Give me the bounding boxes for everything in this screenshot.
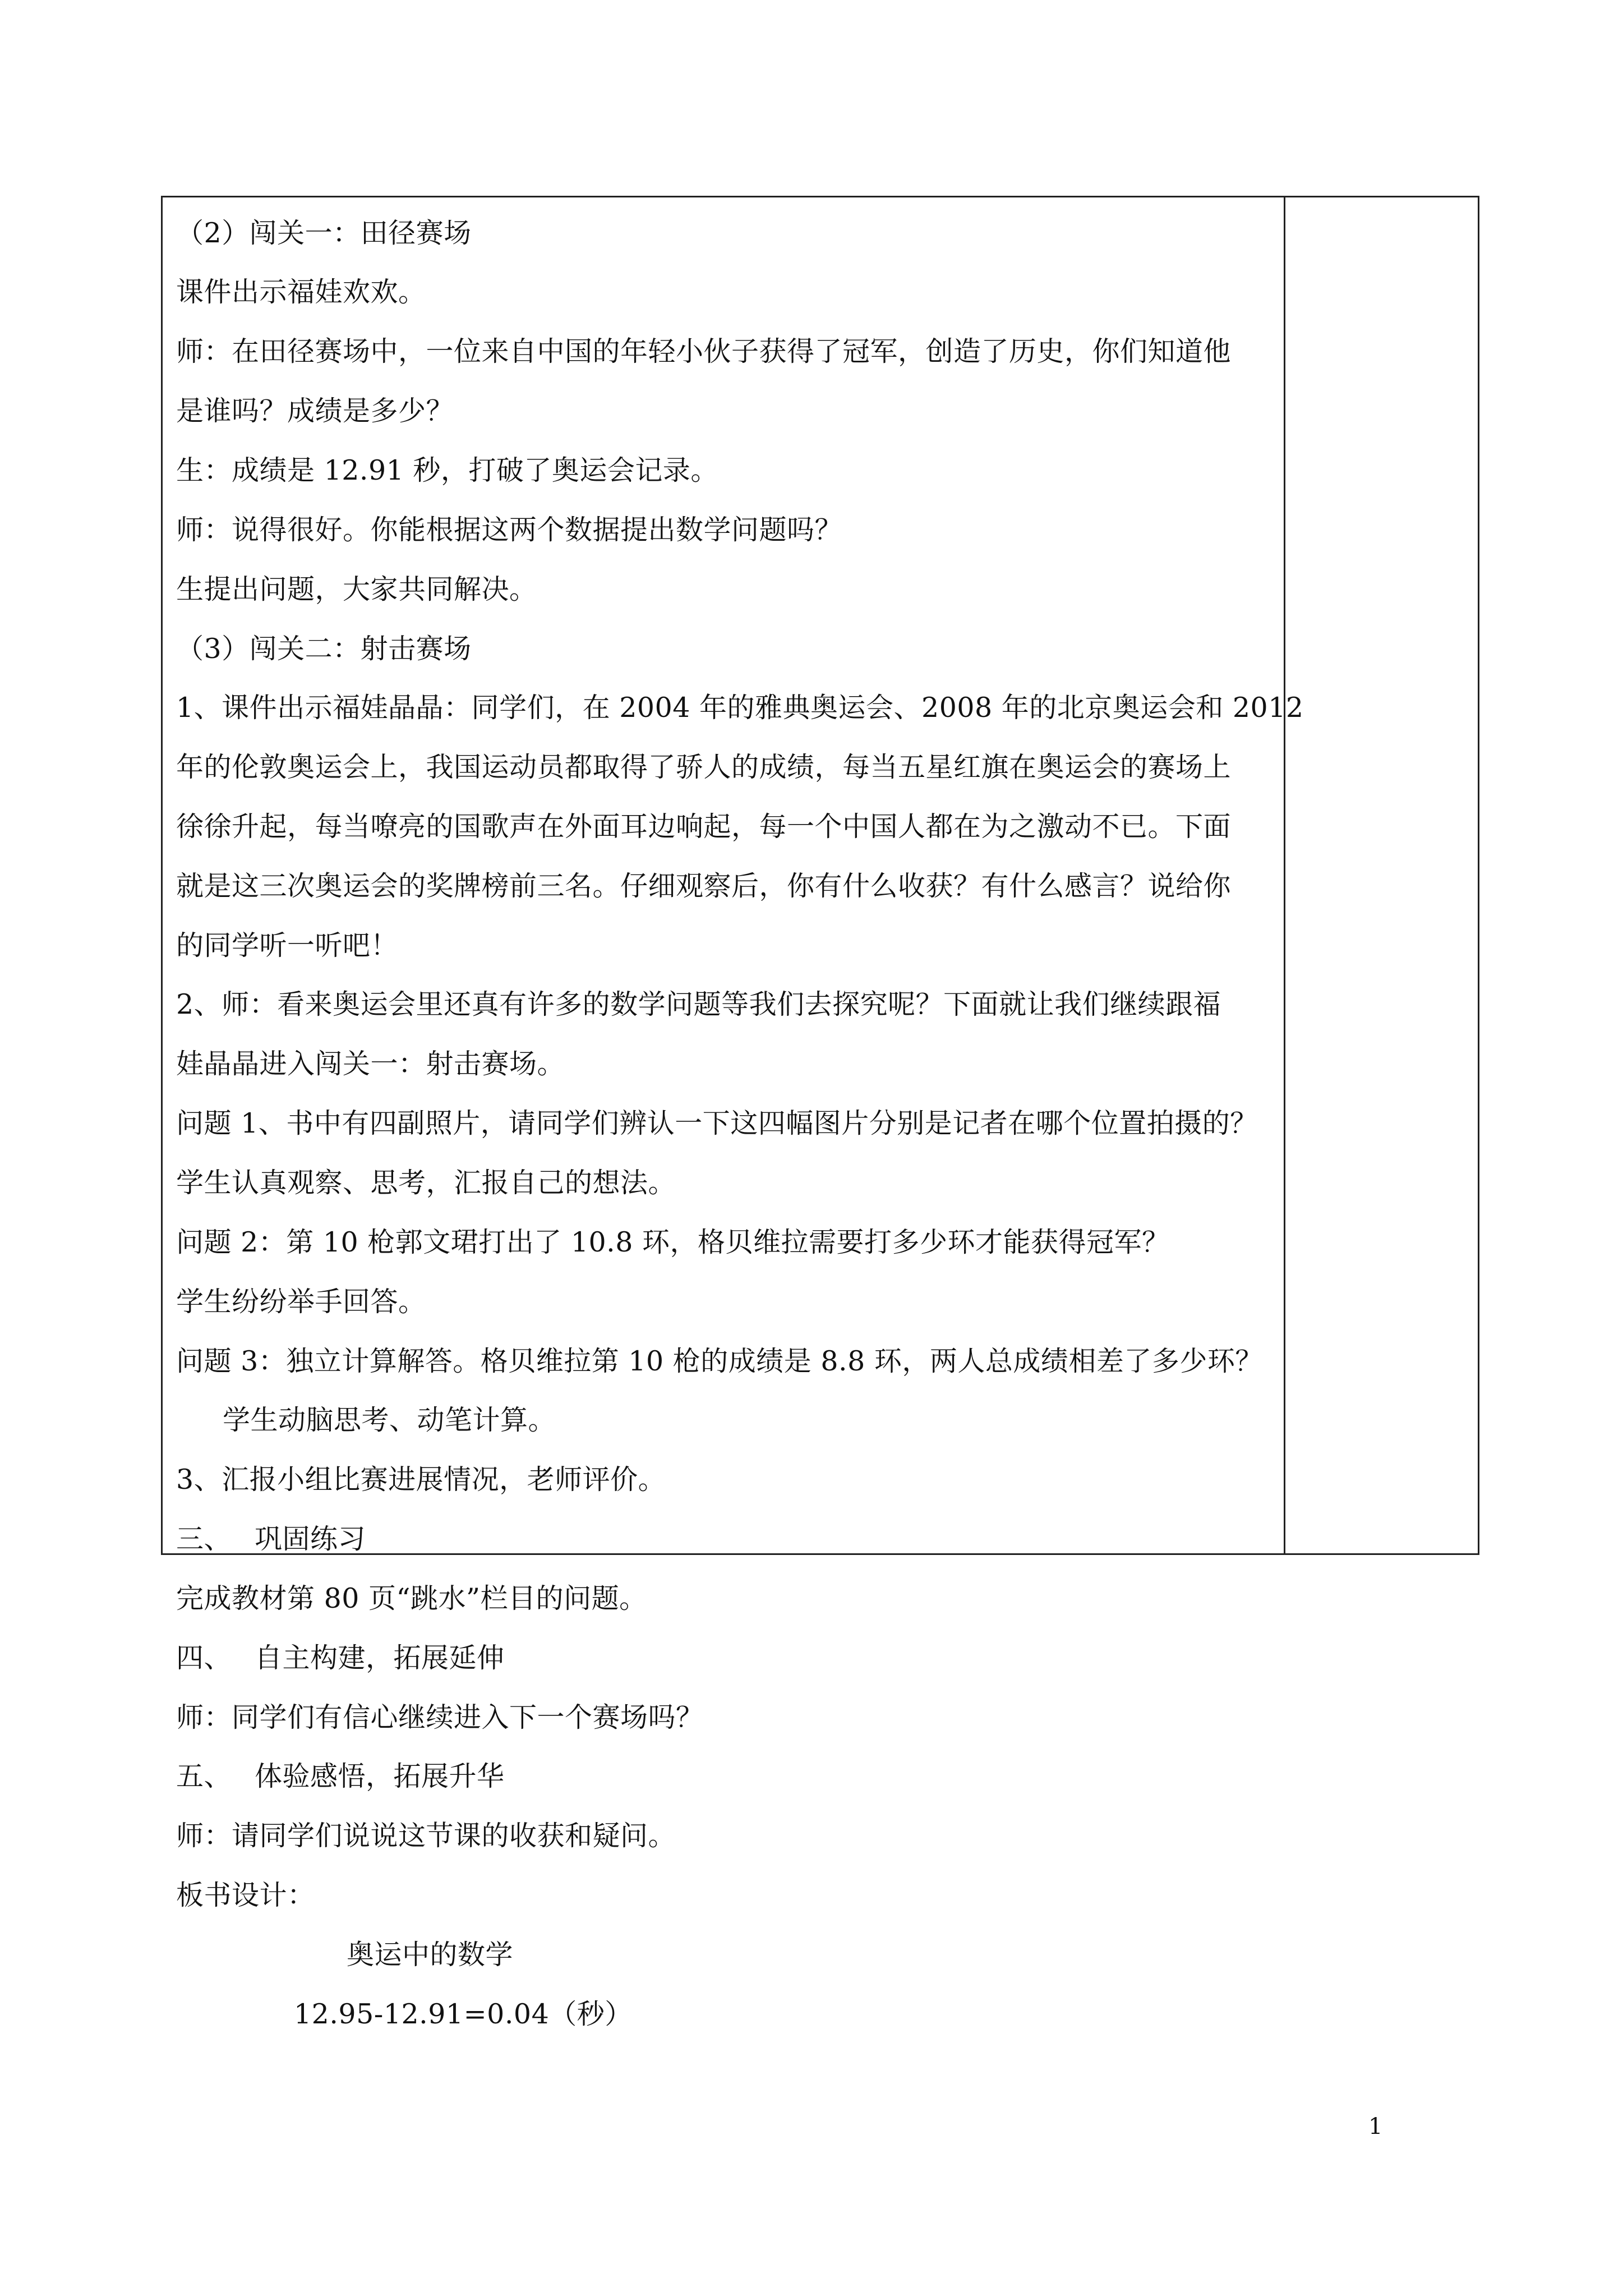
board-design-label: 板书设计： xyxy=(176,1879,315,1911)
section-number: 三、 xyxy=(176,1523,232,1555)
section-title: 自主构建，拓展延伸 xyxy=(255,1642,505,1674)
board-title: 奥运中的数学 xyxy=(347,1939,514,1971)
text-line: 的同学听一听吧！ xyxy=(176,930,399,961)
text-line: 学生纷纷举手回答。 xyxy=(176,1286,426,1318)
text-line: 徐徐升起，每当嘹亮的国歌声在外面耳边响起，每一个中国人都在为之激动不已。下面 xyxy=(176,811,1232,843)
text-line: 师：同学们有信心继续进入下一个赛场吗？ xyxy=(176,1701,704,1733)
text-line: 学生认真观察、思考，汇报自己的想法。 xyxy=(176,1167,676,1199)
text-line: 生提出问题，大家共同解决。 xyxy=(176,573,537,605)
text-line: 课件出示福娃欢欢。 xyxy=(176,276,426,308)
text-line: 就是这三次奥运会的奖牌榜前三名。仔细观察后，你有什么收获？有什么感言？说给你 xyxy=(176,870,1232,902)
text-line: 是谁吗？成绩是多少？ xyxy=(176,395,454,427)
section-four-heading xyxy=(176,1641,505,1675)
section-title: 巩固练习 xyxy=(255,1523,366,1555)
text-line: 2、师：看来奥运会里还真有许多的数学问题等我们去探究呢？下面就让我们继续跟福 xyxy=(176,988,1221,1020)
text-line: 娃晶晶进入闯关一：射击赛场。 xyxy=(176,1048,565,1080)
text-line: （2）闯关一：田径赛场 xyxy=(176,217,472,249)
page-number: 1 xyxy=(1368,2114,1383,2139)
text-line: 师：说得很好。你能根据这两个数据提出数学问题吗？ xyxy=(176,514,843,546)
section-title: 体验感悟，拓展升华 xyxy=(255,1760,505,1792)
section-three-heading xyxy=(176,1522,366,1556)
text-line: 学生动脑思考、动笔计算。 xyxy=(223,1404,556,1436)
text-line: 生：成绩是 12.91 秒，打破了奥运会记录。 xyxy=(176,454,718,486)
text-line: 师：在田径赛场中，一位来自中国的年轻小伙子获得了冠军，创造了历史，你们知道他 xyxy=(176,335,1232,367)
lesson-plan-table xyxy=(161,196,1479,2030)
text-line: 问题 2：第 10 枪郭文珺打出了 10.8 环，格贝维拉需要打多少环才能获得冠军？ xyxy=(176,1226,1170,1258)
text-line: 3、汇报小组比赛进展情况，老师评价。 xyxy=(176,1464,666,1496)
section-number: 四、 xyxy=(176,1642,232,1674)
text-line: 1、课件出示福娃晶晶：同学们，在 2004 年的雅典奥运会、2008 年的北京奥运会和 2012 xyxy=(176,692,1304,724)
text-line: 完成教材第 80 页“跳水”栏目的问题。 xyxy=(176,1582,647,1614)
board-formula: 12.95-12.91=0.04（秒） xyxy=(294,1998,633,2030)
main-content-cell xyxy=(163,197,1304,2030)
notes-cell xyxy=(1285,197,1478,1553)
text-line: 问题 3：独立计算解答。格贝维拉第 10 枪的成绩是 8.8 环，两人总成绩相差了多少环？ xyxy=(176,1345,1263,1377)
text-line: 年的伦敦奥运会上，我国运动员都取得了骄人的成绩，每当五星红旗在奥运会的赛场上 xyxy=(176,751,1232,783)
text-line: （3）闯关二：射击赛场 xyxy=(176,633,472,665)
text-line: 师：请同学们说说这节课的收获和疑问。 xyxy=(176,1820,676,1852)
text-line: 问题 1、书中有四副照片，请同学们辨认一下这四幅图片分别是记者在哪个位置拍摄的？ xyxy=(176,1107,1258,1139)
section-five-heading xyxy=(176,1760,505,1793)
section-number: 五、 xyxy=(176,1760,232,1792)
